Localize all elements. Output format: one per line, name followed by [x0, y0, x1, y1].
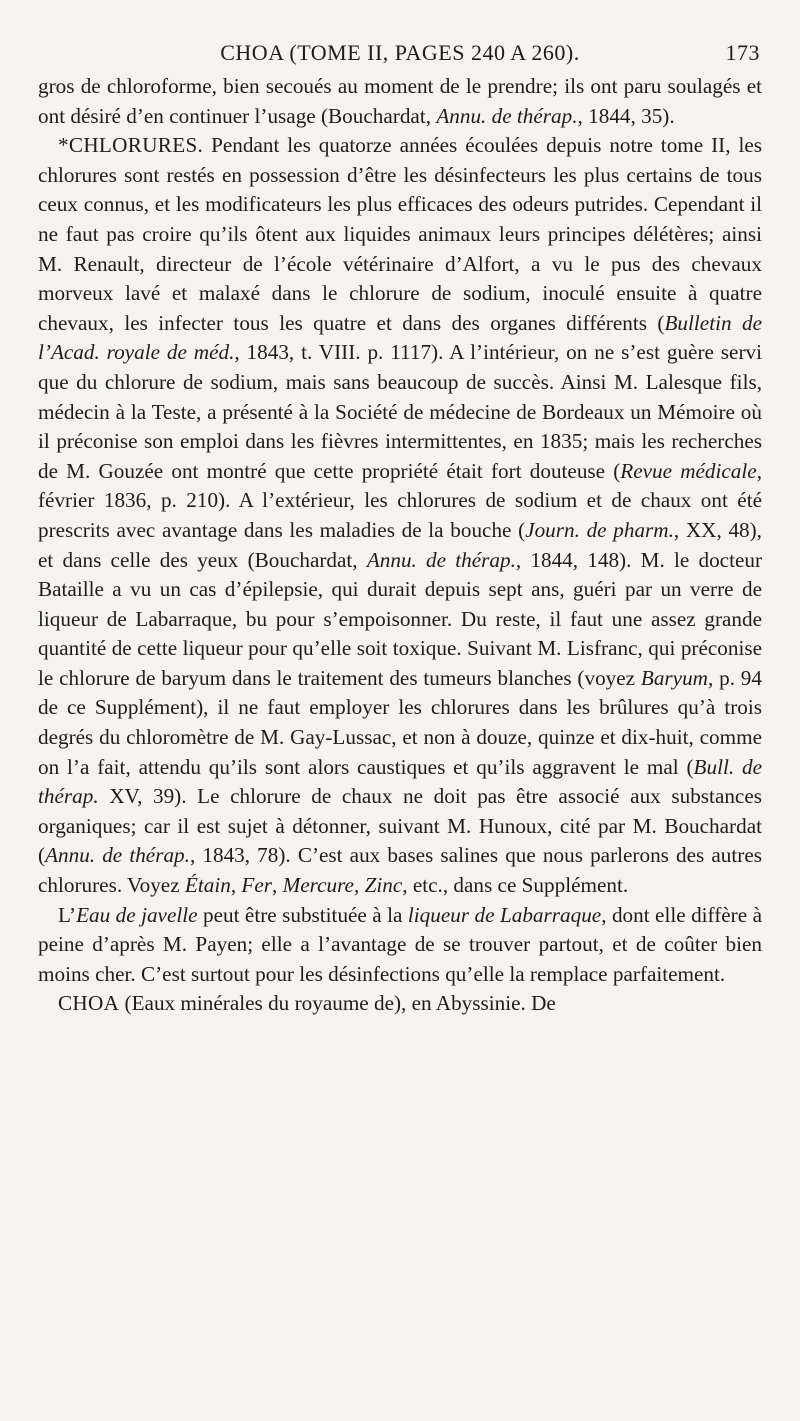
- italic-reference: Étain: [184, 873, 231, 898]
- text-run: , p. 94 de ce Supplément), il ne faut employer les chlorures dans les brûlures qu’à trois degrés du chloromètre de M. Gay-Lussac, et non à douze, quinze et dix-huit, comme on l’a fait, attendu qu’ils sont alors caustiques et qu’ils aggravent le mal (: [38, 665, 762, 779]
- italic-reference: Revue médicale: [620, 458, 757, 483]
- text-run: , 1843, 78). C’est aux bases salines que nous parlerons des autres chlorures. Voyez: [38, 843, 762, 898]
- text-run: L’: [58, 902, 77, 927]
- italic-reference: liqueur de Labarraque: [407, 902, 602, 927]
- text-run: , etc., dans ce Supplément.: [402, 873, 629, 898]
- entry-heading: *CHLORURES.: [58, 133, 204, 158]
- text-run: , 1843, t. VIII. p. 1117). A l’intérieur, on ne s’est guère servi que du chlorure de sodium, mais sans beaucoup de succès. Ainsi M. Lalesque fils, médecin à la Teste, a présenté à la Société de médecine de Bordeaux un Mémoire où il préconise son emploi dans les fièvres intermittentes, en 1835; mais les recherches de M. Gouzée ont montré que cette propriété était fort douteuse (: [38, 340, 762, 483]
- italic-reference: Annu. de thérap.: [436, 103, 578, 128]
- text-run: , février 1836, p. 210). A l’extérieur, les chlorures de sodium et de chaux ont été prescrits avec avantage dans les maladies de la bouche (: [38, 458, 762, 542]
- body-text: [38, 72, 762, 1019]
- running-title: CHOA (TOME II, PAGES 240 A 260).: [220, 40, 580, 65]
- text-run: , 1844, 35).: [577, 103, 675, 128]
- paragraph: [38, 989, 762, 1019]
- italic-reference: Journ. de pharm.: [525, 517, 674, 542]
- paragraph: [38, 901, 762, 990]
- text-run: ,: [230, 873, 242, 898]
- italic-reference: Eau de javelle: [76, 902, 198, 927]
- italic-reference: Bulletin de l’Acad. royale de méd.: [38, 310, 763, 365]
- page-number: 173: [725, 40, 760, 65]
- italic-reference: Bull. de thérap.: [38, 754, 762, 809]
- text-run: (Eaux minérales du royaume de), en Abyssinie. De: [119, 991, 556, 1016]
- paragraph: [38, 72, 762, 131]
- text-run: ,: [272, 873, 283, 898]
- italic-reference: Mercure: [282, 873, 354, 898]
- paragraph: [38, 131, 762, 900]
- text-run: gros de chloroforme, bien secoués au moment de le prendre; ils ont paru soulagés et ont désiré d’en continuer l’usage (Bouchardat,: [38, 74, 762, 128]
- text-run: , XX, 48), et dans celle des yeux (Bouchardat,: [38, 517, 762, 572]
- text-run: XV, 39). Le chlorure de chaux ne doit pas être associé aux substances organiques; car il est sujet à détonner, suivant M. Hunoux, cité par M. Bouchardat (: [38, 784, 762, 868]
- text-run: peut être substituée à la: [197, 902, 408, 927]
- running-head: [38, 34, 762, 72]
- italic-reference: Fer: [241, 873, 272, 898]
- text-run: ,: [353, 873, 365, 898]
- text-run: Pendant les quatorze années écoulées depuis notre tome II, les chlorures sont restés en possession d’être les désinfecteurs les plus certains de tous ceux connus, et les modificateurs les plus efficaces des odeurs putrides. Cependant il ne faut pas croire qu’ils ôtent aux liquides animaux leurs principes délétères; ainsi M. Renault, directeur de l’école vétérinaire d’Alfort, a vu le pus des chevaux morveux lavé et malaxé dans le chlorure de sodium, inoculé ensuite à quatre chevaux, les infecter tous les quatre et dans des organes différents (: [38, 133, 762, 335]
- text-run: , dont elle diffère à peine d’après M. Payen; elle a l’avantage de se trouver partout, et de coûter bien moins cher. C’est surtout pour les désinfections qu’elle la remplace parfaitement.: [38, 902, 762, 986]
- entry-heading: CHOA: [58, 991, 120, 1016]
- text-run: , 1844, 148). M. le docteur Bataille a vu un cas d’épilepsie, qui durait depuis sept ans, guéri par un verre de liqueur de Labarraque, bu pour s’empoisonner. Du reste, il faut une assez grande quantité de cette liqueur pour qu’elle soit toxique. Suivant M. Lisfranc, qui préconise le chlorure de baryum dans le traitement des tumeurs blanches (voyez: [38, 547, 763, 690]
- italic-reference: Annu. de thérap.: [45, 843, 190, 868]
- italic-reference: Annu. de thérap.: [366, 547, 516, 572]
- italic-reference: Baryum: [640, 665, 708, 690]
- italic-reference: Zinc: [364, 873, 403, 898]
